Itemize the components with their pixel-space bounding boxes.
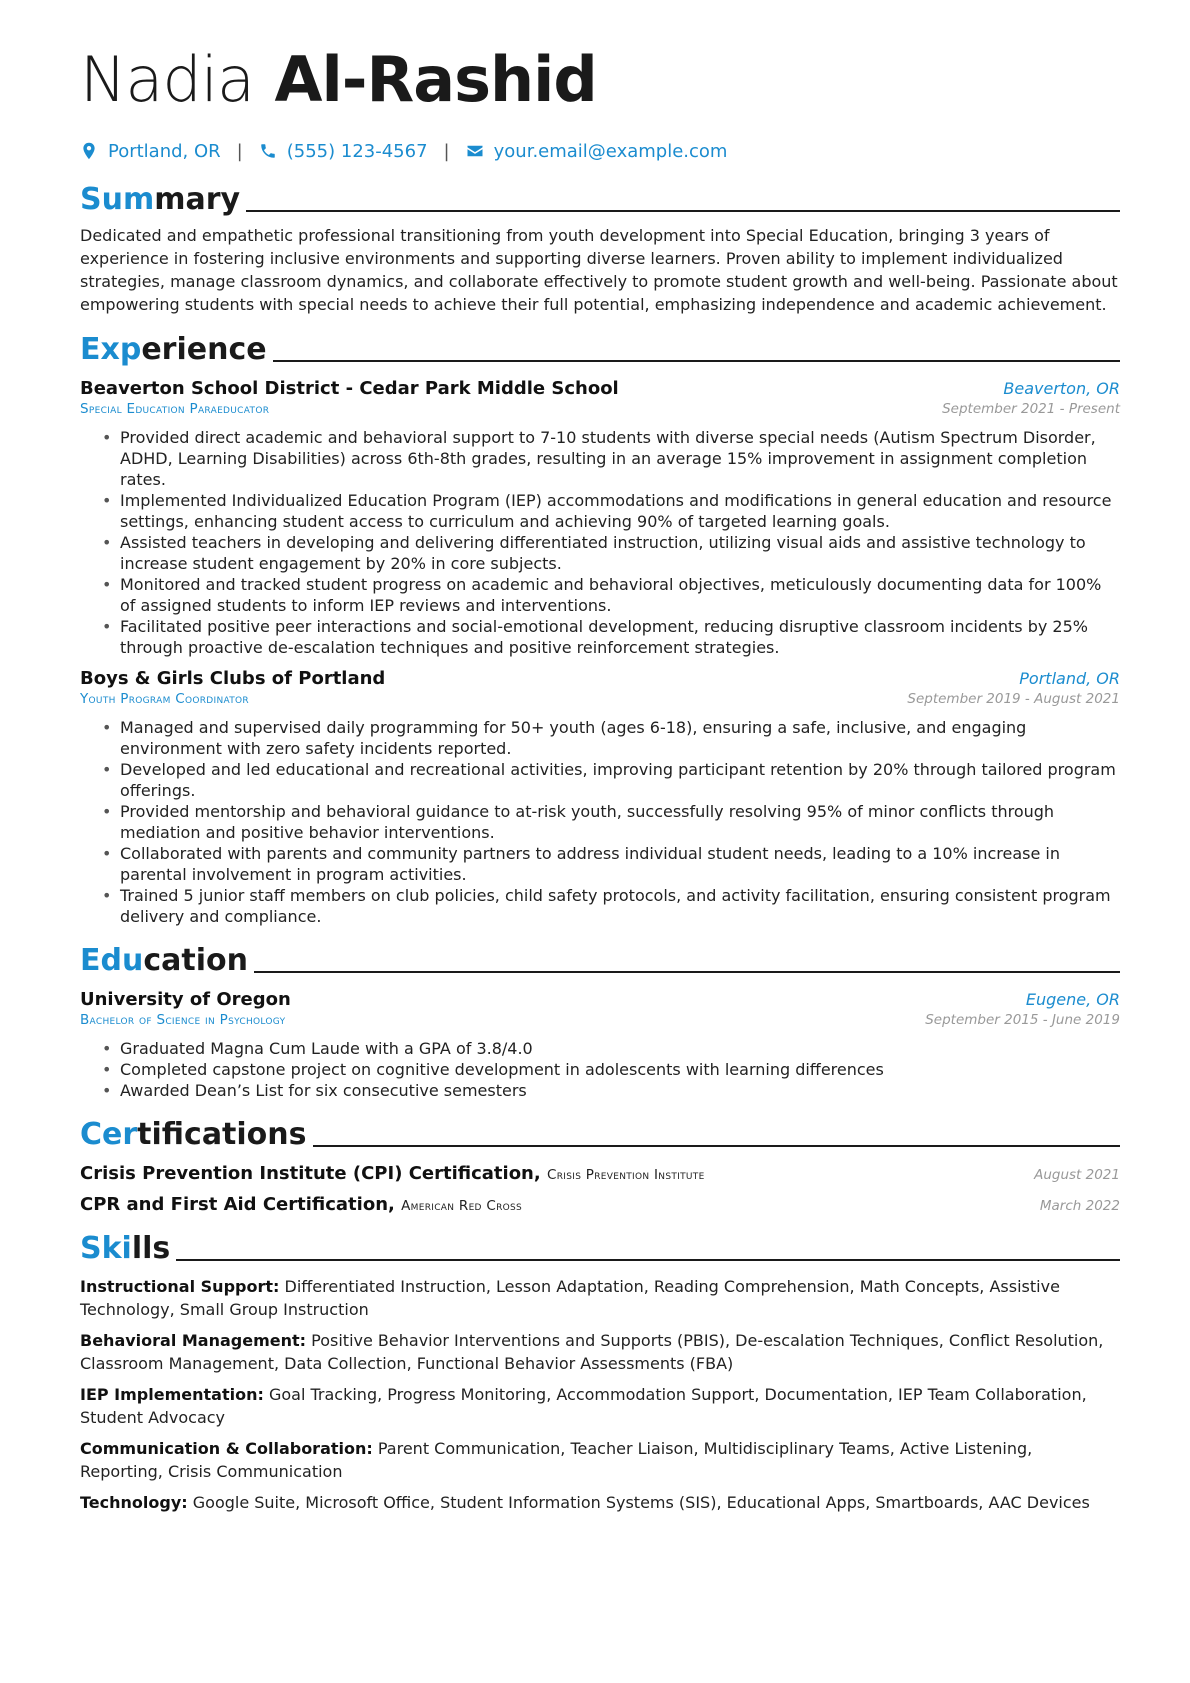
map-pin-icon	[80, 142, 98, 160]
entry-dates: September 2019 - August 2021	[907, 691, 1120, 707]
skill-category: IEP Implementation:	[80, 1385, 264, 1404]
section-title-skills	[80, 1227, 1120, 1267]
entry-organization: University of Oregon	[80, 989, 291, 1010]
section-label	[80, 1117, 307, 1153]
certification-item: CPR and First Aid Certification, American Red Cross March 2022	[80, 1194, 1120, 1215]
resume-page	[80, 38, 1120, 1514]
education-entry	[80, 989, 1120, 1101]
skill-items: Differentiated Instruction, Lesson Adaptation, Reading Comprehension, Math Concepts, Assistive Technology, Small Group Instruction	[80, 1277, 1060, 1319]
bullet-item: • Completed capstone project on cognitive development in adolescents with learning differences	[102, 1059, 1120, 1080]
entry-organization: Beaverton School District - Cedar Park Middle School	[80, 378, 619, 399]
section-title-education	[80, 939, 1120, 979]
bullet-item: • Facilitated positive peer interactions and social-emotional development, reducing disruptive classroom incidents by 25% through proactive de-escalation techniques and positive reinforcement strategies.	[102, 616, 1120, 658]
skill-group	[80, 1329, 1120, 1375]
section-label	[80, 182, 240, 218]
bullet-item: • Developed and led educational and recreational activities, improving participant retention by 20% through tailored program offerings.	[102, 759, 1120, 801]
contact-phone[interactable]	[259, 141, 428, 162]
certification-date: March 2022	[1039, 1198, 1120, 1214]
phone-icon	[259, 142, 277, 160]
section-label-accent: Sum	[80, 182, 155, 217]
bullet-item: • Awarded Dean’s List for six consecutive semesters	[102, 1080, 1120, 1101]
certification-date: August 2021	[1034, 1167, 1120, 1183]
skill-group	[80, 1275, 1120, 1321]
entry-location: Eugene, OR	[1025, 990, 1120, 1009]
bullet-item: • Collaborated with parents and community partners to address individual student needs, leading to a 10% increase in parental involvement in program activities.	[102, 843, 1120, 885]
section-rule	[246, 210, 1120, 212]
last-name: Al-Rashid	[274, 43, 597, 116]
skill-category: Behavioral Management:	[80, 1331, 307, 1350]
section-rule	[273, 360, 1120, 362]
skill-category: Instructional Support:	[80, 1277, 280, 1296]
entry-organization: Boys & Girls Clubs of Portland	[80, 668, 386, 689]
entry-dates: September 2021 - Present	[942, 401, 1120, 417]
skill-items: Goal Tracking, Progress Monitoring, Accommodation Support, Documentation, IEP Team Collaboration, Student Advocacy	[80, 1385, 1087, 1427]
certification-name: Crisis Prevention Institute (CPI) Certification	[80, 1163, 534, 1184]
phone-text: (555) 123-4567	[286, 140, 428, 162]
contact-info	[80, 136, 1120, 166]
envelope-icon	[466, 142, 484, 160]
contact-location	[80, 141, 221, 162]
summary-text: Dedicated and empathetic professional transitioning from youth development into Special Education, bringing 3 years of experience in fostering inclusive environments and supporting diverse learners. Proven ability to implement individualized strategies, manage classroom dynamics, and collaborate effectively to promote student growth and well-being. Passionate about empowering students with special needs to achieve their full potential, emphasizing independence and academic achievement.	[80, 226, 1118, 314]
contact-separator: |	[236, 140, 243, 162]
bullet-item: • Graduated Magna Cum Laude with a GPA of 3.8/4.0	[102, 1038, 1120, 1059]
section-rule	[176, 1259, 1120, 1261]
skill-items: Google Suite, Microsoft Office, Student Information Systems (SIS), Educational Apps, Smartboards, AAC Devices	[192, 1493, 1090, 1512]
section-title-summary	[80, 178, 1120, 218]
section-label-accent: Edu	[80, 943, 144, 978]
location-text: Portland, OR	[108, 140, 221, 162]
section-label	[80, 943, 248, 979]
entry-degree: Bachelor of Science in Psychology	[80, 1012, 286, 1028]
section-label-rest: mary	[154, 182, 241, 217]
bullet-item: • Provided mentorship and behavioral guidance to at-risk youth, successfully resolving 95% of minor conflicts through mediation and positive behavior interventions.	[102, 801, 1120, 843]
bullet-item: • Implemented Individualized Education Program (IEP) accommodations and modifications in general education and resource settings, enhancing student access to curriculum and achieving 90% of targeted learning goals.	[102, 490, 1120, 532]
skill-category: Technology:	[80, 1493, 188, 1512]
bullet-item: • Provided direct academic and behavioral support to 7-10 students with diverse special needs (Autism Spectrum Disorder, ADHD, Learning Disabilities) across 6th-8th grades, resulting in an average 15% improvement in assignment completion rates.	[102, 427, 1120, 490]
entry-location: Beaverton, OR	[1003, 379, 1120, 398]
certification-name: CPR and First Aid Certification	[80, 1194, 389, 1215]
skill-category: Communication & Collaboration:	[80, 1439, 373, 1458]
entry-bullets	[80, 717, 1120, 927]
certification-issuer: Crisis Prevention Institute	[547, 1167, 705, 1183]
bullet-item: • Trained 5 junior staff members on club policies, child safety protocols, and activity facilitation, ensuring consistent program delivery and compliance.	[102, 885, 1120, 927]
skill-group	[80, 1437, 1120, 1483]
entry-location: Portland, OR	[1019, 669, 1120, 688]
certification-issuer: American Red Cross	[401, 1198, 523, 1214]
section-label-accent: Cer	[80, 1117, 138, 1152]
bullet-item: • Monitored and tracked student progress on academic and behavioral objectives, meticulously documenting data for 100% of assigned students to inform IEP reviews and interventions.	[102, 574, 1120, 616]
section-title-experience	[80, 328, 1120, 368]
section-label	[80, 1231, 170, 1267]
entry-role: Special Education Paraeducator	[80, 401, 270, 417]
certification-item: Crisis Prevention Institute (CPI) Certification, Crisis Prevention Institute August 2021	[80, 1163, 1120, 1184]
section-label-accent: Exp	[80, 332, 142, 367]
email-link[interactable]: your.email@example.com	[493, 140, 728, 162]
skill-group	[80, 1491, 1120, 1514]
section-label-rest: cation	[143, 943, 248, 978]
section-label-rest: lls	[131, 1231, 171, 1266]
section-label-accent: Ski	[80, 1231, 132, 1266]
section-title-certifications	[80, 1113, 1120, 1153]
section-label	[80, 332, 267, 368]
bullet-item: • Assisted teachers in developing and delivering differentiated instruction, utilizing visual aids and assistive technology to increase student engagement by 20% in core subjects.	[102, 532, 1120, 574]
skill-items: Parent Communication, Teacher Liaison, Multidisciplinary Teams, Active Listening, Reporting, Crisis Communication	[80, 1439, 1033, 1481]
section-rule	[254, 971, 1120, 973]
section-rule	[313, 1145, 1120, 1147]
entry-bullets	[80, 1038, 1120, 1101]
entry-role: Youth Program Coordinator	[80, 691, 249, 707]
section-label-rest: tifications	[137, 1117, 307, 1152]
entry-bullets	[80, 427, 1120, 658]
entry-dates: September 2015 - June 2019	[925, 1012, 1120, 1028]
bullet-item: • Managed and supervised daily programming for 50+ youth (ages 6-18), ensuring a safe, inclusive, and engaging environment with zero safety incidents reported.	[102, 717, 1120, 759]
candidate-name	[80, 38, 1120, 122]
skill-items: Positive Behavior Interventions and Supports (PBIS), De-escalation Techniques, Conflict Resolution, Classroom Management, Data Collection, Functional Behavior Assessments (FBA)	[80, 1331, 1104, 1373]
experience-entry	[80, 668, 1120, 927]
first-name: Nadia	[80, 43, 254, 116]
experience-entry	[80, 378, 1120, 658]
contact-separator: |	[443, 140, 450, 162]
skill-group	[80, 1383, 1120, 1429]
section-label-rest: erience	[141, 332, 267, 367]
contact-email[interactable]	[466, 141, 728, 162]
